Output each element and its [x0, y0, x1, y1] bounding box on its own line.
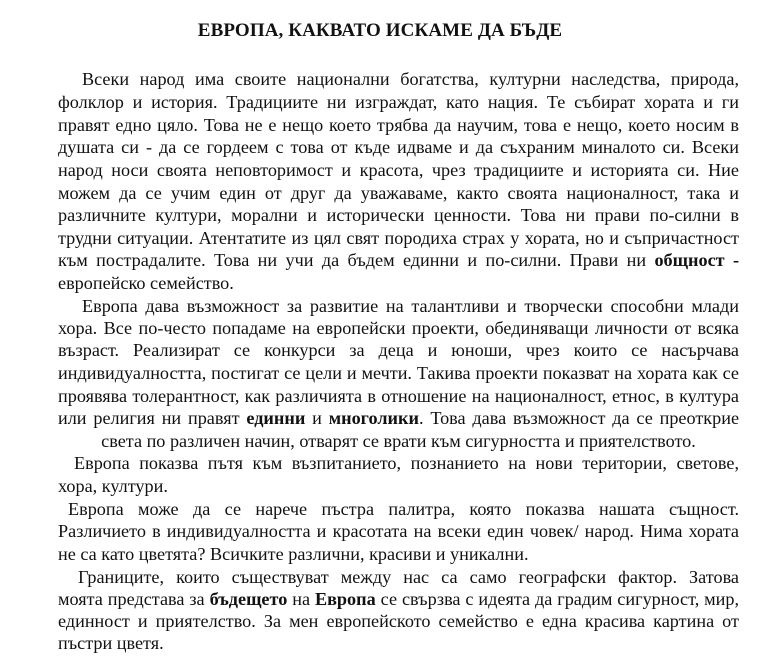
text-fragment: или религия ни правят — [58, 408, 240, 429]
bold-term: Европа — [314, 589, 376, 610]
text-fragment: . Това дава възможност да се преоткрие — [418, 408, 740, 429]
bold-term: общност - — [654, 249, 740, 270]
text-line: хора. Все по-често попадаме на европейски проекти, обединяващи личности от всяка — [58, 318, 739, 339]
text-line — [58, 588, 739, 611]
bold-term: единни — [246, 408, 306, 429]
text-line: Европа може да се нарече пъстра палитра, която показва нашата същност. — [68, 499, 739, 520]
text-line: не са като цветята? Всичките различни, красиви и уникални. — [58, 544, 529, 565]
text-fragment: на — [292, 589, 311, 610]
text-line: трудни ситуации. Атентатите из цял свят породиха страх у хората, но и съпричастност — [58, 227, 739, 248]
text-line: фолклор и история. Традициите ни изграждат, като нация. Те събират хората и ги — [58, 91, 739, 112]
bold-term: многолики — [328, 408, 419, 429]
text-line: света по различен начин, отварят се врати към сигурността и приятелството. — [101, 431, 696, 452]
text-line: можем да се учим един от друг да уважаваме, както своята националност, така и — [58, 182, 739, 203]
text-line: единност и приятелство. За мен европейското семейство е една красива картина от — [58, 611, 739, 631]
text-line: народ носи своята неповторимост и красота, чрез традициите и историята си. Ние — [58, 159, 739, 180]
bold-term: бъдещето — [209, 589, 288, 610]
text-line: възраст. Реализират се конкурси за деца и юноши, чрез които се насърчава — [58, 340, 739, 361]
text-line — [58, 407, 739, 430]
text-line: правят едно цяло. Това не е нещо което трябва да научим, това е нещо, което носим в — [58, 114, 739, 135]
text-line: проявява толерантност, как различията в отношение на националност, етнос, в култура — [58, 386, 739, 407]
text-line: Европа показва пътя към възпитанието, познанието на нови територии, светове, — [74, 453, 739, 474]
text-line: пъстри цветя. — [58, 633, 164, 653]
text-line: душата си - да се гордеем с това от къде идваме и да съхраним миналото си. Всеки — [58, 136, 739, 157]
text-fragment: и — [312, 408, 322, 429]
text-line: различните култури, морални и исторически ценности. Това ни прави по-силни в — [58, 204, 739, 225]
text-line: Границите, които съществуват между нас са само географски фактор. Затова — [78, 567, 739, 588]
text-fragment: към пострадалите. Това ни учи да бъдем единни и по-силни. Прави ни — [58, 249, 647, 270]
essay-title: ЕВРОПА, КАКВАТО ИСКАМЕ ДА БЪДЕ — [197, 20, 563, 41]
text-line: хора, култури. — [58, 476, 168, 497]
text-line: индивидуалността, постигат се цели и мечти. Такива проекти показват на хората как се — [58, 363, 739, 384]
text-line: Европа дава възможност за развитие на талантливи и творчески способни млади — [82, 295, 739, 316]
text-line: Различието в индивидуалността и красотата на всеки един човек/ народ. Нима хората — [58, 521, 739, 542]
text-line — [58, 249, 739, 272]
text-fragment: моята представа за — [58, 589, 205, 610]
text-fragment: се свързва с идеята да градим сигурност, мир, — [380, 589, 740, 610]
text-line: Всеки народ има своите национални богатства, културни наследства, природа, — [82, 69, 739, 89]
text-line: европейско семейство. — [58, 272, 234, 293]
